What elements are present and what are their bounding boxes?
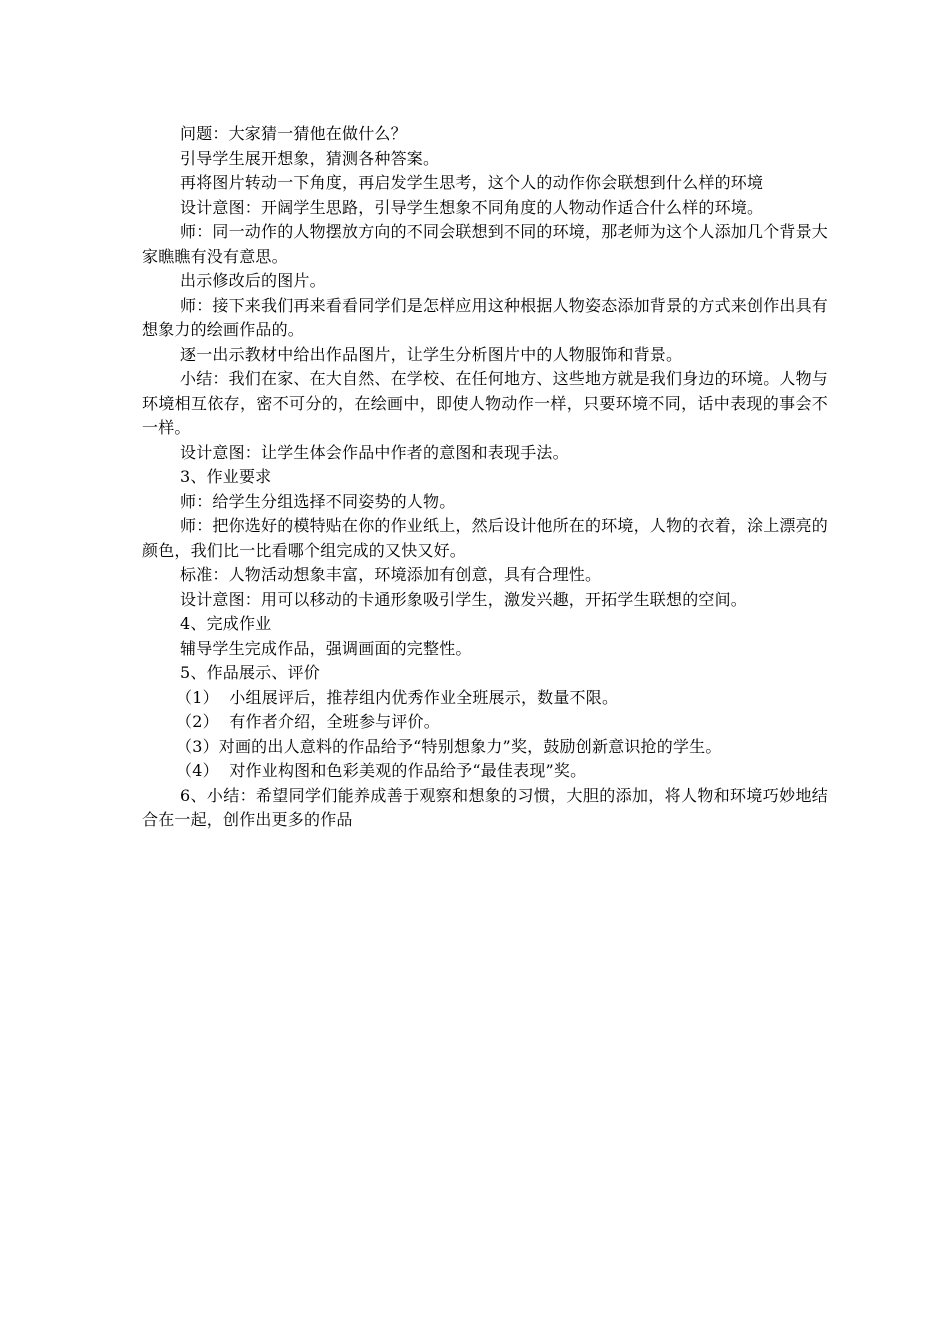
heading-display-evaluate: 5、作品展示、评价 [180, 663, 320, 682]
heading-homework-requirements: 3、作业要求 [180, 467, 272, 486]
heading-complete-homework: 4、完成作业 [180, 614, 272, 633]
list-item-4: （4） 对作业构图和色彩美观的作品给予“最佳表现”奖。 [176, 761, 587, 780]
paragraph-teacher-2: 师：接下来我们再来看看同学们是怎样应用这种根据人物姿态添加背景的方式来创作出具有想象力的绘画作品的。 [142, 295, 829, 339]
paragraph-teacher-1: 师：同一动作的人物摆放方向的不同会联想到不同的环境，那老师为这个人添加几个背景大家瞧瞧有没有意思。 [142, 222, 829, 266]
paragraph-rotate-image: 再将图片转动一下角度，再启发学生思考，这个人的动作你会联想到什么样的环境 [180, 173, 764, 192]
paragraph-standard: 标准：人物活动想象丰富，环境添加有创意，具有合理性。 [180, 565, 602, 584]
paragraph-assist-students: 辅导学生完成作品，强调画面的完整性。 [180, 638, 472, 658]
document-body [142, 122, 828, 833]
paragraph-design-intent-3: 设计意图：用可以移动的卡通形象吸引学生，激发兴趣，开拓学生联想的空间。 [180, 589, 748, 609]
list-item-3: （3）对画的出人意料的作品给予“特别想象力”奖，鼓励创新意识抢的学生。 [176, 736, 722, 756]
paragraph-show-works: 逐一出示教材中给出作品图片，让学生分析图片中的人物服饰和背景。 [180, 344, 683, 364]
paragraph-design-intent-1: 设计意图：开阔学生思路，引导学生想象不同角度的人物动作适合什么样的环境。 [180, 197, 764, 217]
paragraph-design-intent-2: 设计意图：让学生体会作品中作者的意图和表现手法。 [180, 442, 569, 462]
list-item-2: （2） 有作者介绍，全班参与评价。 [176, 712, 440, 731]
list-item-1: （1） 小组展评后，推荐组内优秀作业全班展示，数量不限。 [176, 687, 619, 707]
paragraph-teacher-4: 师：把你选好的模特贴在你的作业纸上，然后设计他所在的环境，人物的衣着，涂上漂亮的颜色，我们比一比看哪个组完成的又快又好。 [142, 516, 829, 560]
paragraph-teacher-3: 师：给学生分组选择不同姿势的人物。 [180, 491, 456, 511]
paragraph-guide-imagination: 引导学生展开想象，猜测各种答案。 [180, 148, 440, 168]
paragraph-show-modified: 出示修改后的图片。 [180, 271, 326, 290]
paragraph-summary-2: 6、小结：希望同学们能养成善于观察和想象的习惯，大胆的添加，将人物和环境巧妙地结合在一起，创作出更多的作品 [142, 785, 828, 829]
paragraph-question: 问题：大家猜一猜他在做什么？ [180, 124, 407, 143]
paragraph-summary-1: 小结：我们在家、在大自然、在学校、在任何地方、这些地方就是我们身边的环境。人物与环境相互依存，密不可分的，在绘画中，即使人物动作一样，只要环境不同，话中表现的事会不一样。 [142, 369, 829, 437]
